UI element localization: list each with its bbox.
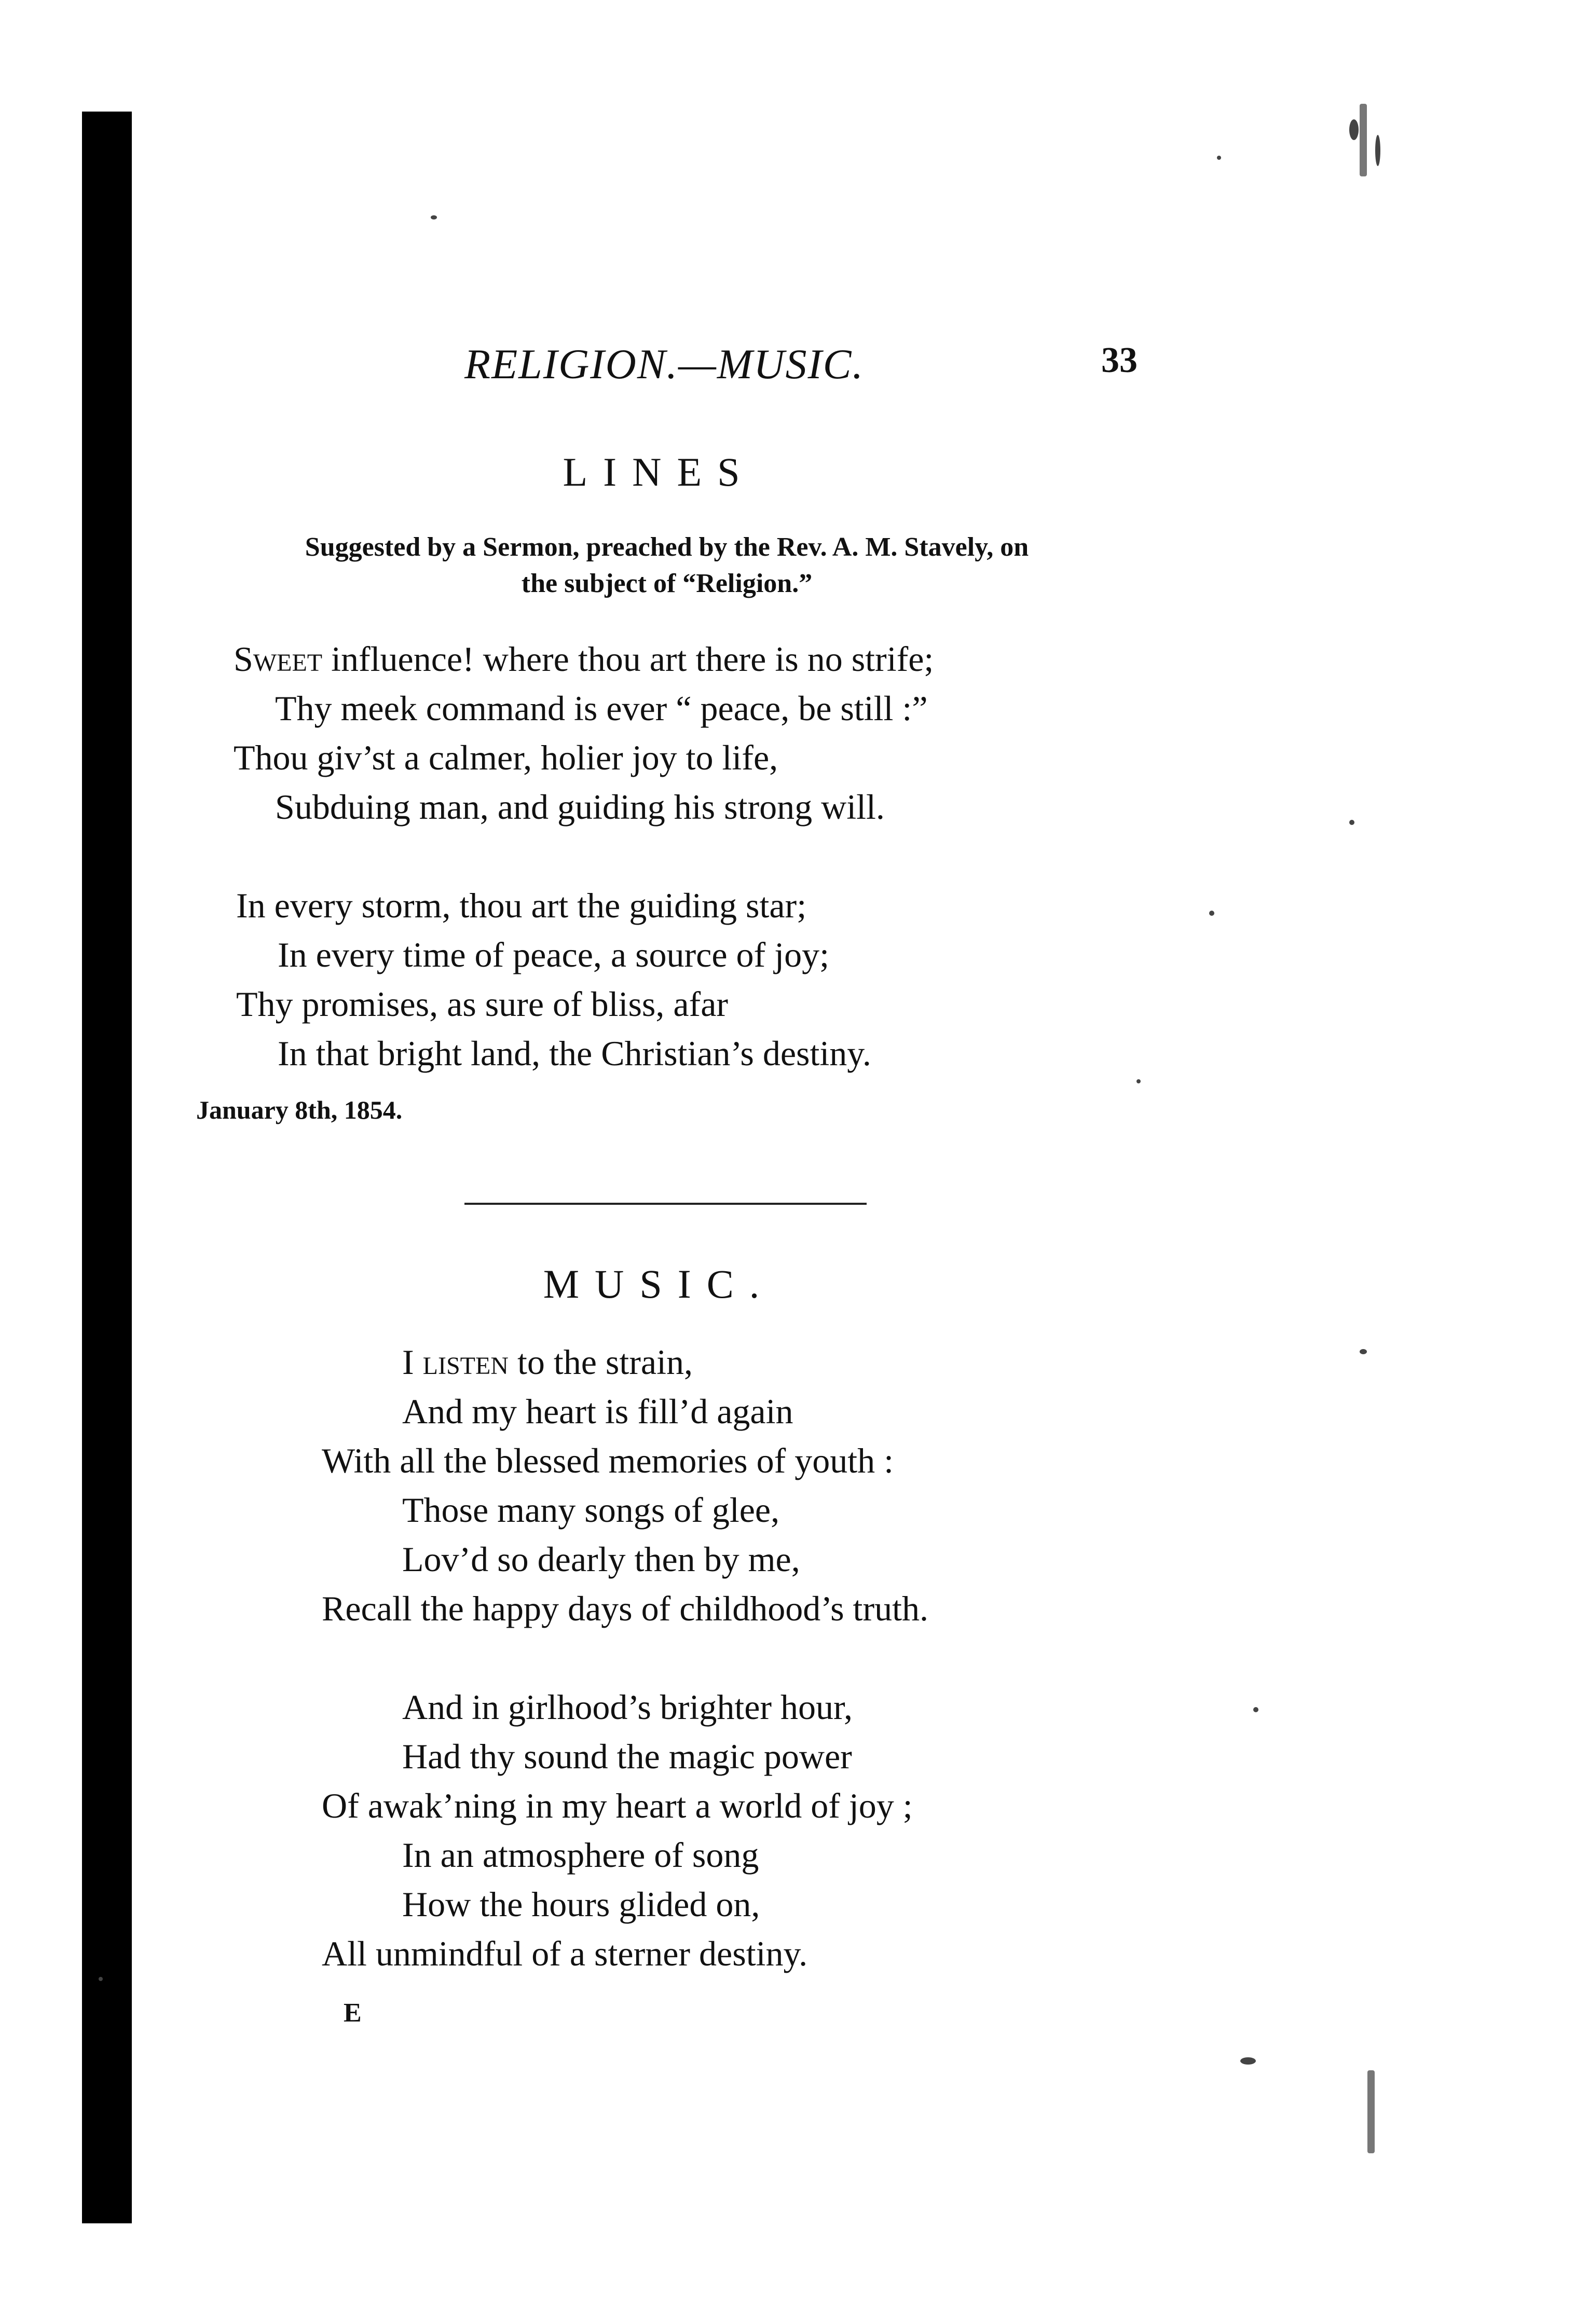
verse-line (402, 1341, 693, 1383)
subtitle-line-1: Suggested by a Sermon, preached by the Rev. A. M. Stavely, on (305, 532, 1029, 562)
verse-line: And my heart is fill’d again (402, 1392, 793, 1431)
verse-line: How the hours glided on, (402, 1885, 760, 1924)
scan-speck (1240, 2057, 1256, 2065)
scan-speck (1136, 1079, 1141, 1083)
scan-speck (1367, 2070, 1375, 2153)
verse-line-rest: to the strain, (508, 1342, 693, 1382)
signature-mark: E (344, 1998, 362, 2028)
verse-line: With all the blessed memories of youth : (322, 1441, 894, 1480)
section-divider (464, 1203, 867, 1205)
scan-speck (1217, 156, 1221, 160)
scan-speck (1360, 1349, 1367, 1354)
verse-line: All unmindful of a sterner destiny. (322, 1934, 808, 1973)
scan-speck (431, 215, 437, 219)
verse-line: Thy promises, as sure of bliss, afar (236, 984, 729, 1024)
verse-line: Thou giv’st a calmer, holier joy to life, (234, 738, 778, 777)
poem-title-music: MUSIC. (543, 1261, 775, 1307)
verse-line: Had thy sound the magic power (402, 1737, 852, 1776)
verse-lead-word: Sweet (234, 639, 323, 679)
verse-lead-word: I listen (402, 1342, 509, 1382)
verse-line: In every storm, thou art the guiding star; (236, 886, 807, 925)
scan-speck (1253, 1707, 1258, 1712)
scan-speck (1349, 820, 1354, 825)
verse-line: Subduing man, and guiding his strong will. (275, 787, 885, 827)
running-header: RELIGION.—MUSIC. (464, 340, 864, 388)
verse-line: Thy meek command is ever “ peace, be still :” (275, 689, 928, 728)
scan-speck (1209, 911, 1214, 916)
poem-title-lines: LINES (563, 449, 756, 494)
verse-line: Recall the happy days of childhood’s truth. (322, 1589, 928, 1628)
verse-line (234, 638, 934, 680)
scan-speck (99, 1977, 103, 1981)
verse-line: Of awak’ning in my heart a world of joy ; (322, 1786, 913, 1825)
poem-date: January 8th, 1854. (196, 1095, 403, 1124)
verse-line: Lov’d so dearly then by me, (402, 1539, 800, 1579)
binding-edge (82, 112, 132, 2223)
subtitle-line-2: the subject of “Religion.” (521, 569, 813, 598)
verse-line: In an atmosphere of song (402, 1835, 759, 1875)
page-number: 33 (1101, 340, 1138, 380)
scan-speck (1360, 104, 1367, 176)
verse-line: Those many songs of glee, (402, 1490, 780, 1530)
poem-subtitle (200, 529, 1134, 602)
verse-line-rest: influence! where thou art there is no strife; (322, 639, 934, 679)
verse-line: In that bright land, the Christian’s destiny. (278, 1034, 871, 1073)
verse-line: In every time of peace, a source of joy; (278, 935, 829, 974)
scan-speck (1375, 135, 1380, 166)
scan-speck (1349, 119, 1359, 140)
verse-line: And in girlhood’s brighter hour, (402, 1687, 853, 1727)
